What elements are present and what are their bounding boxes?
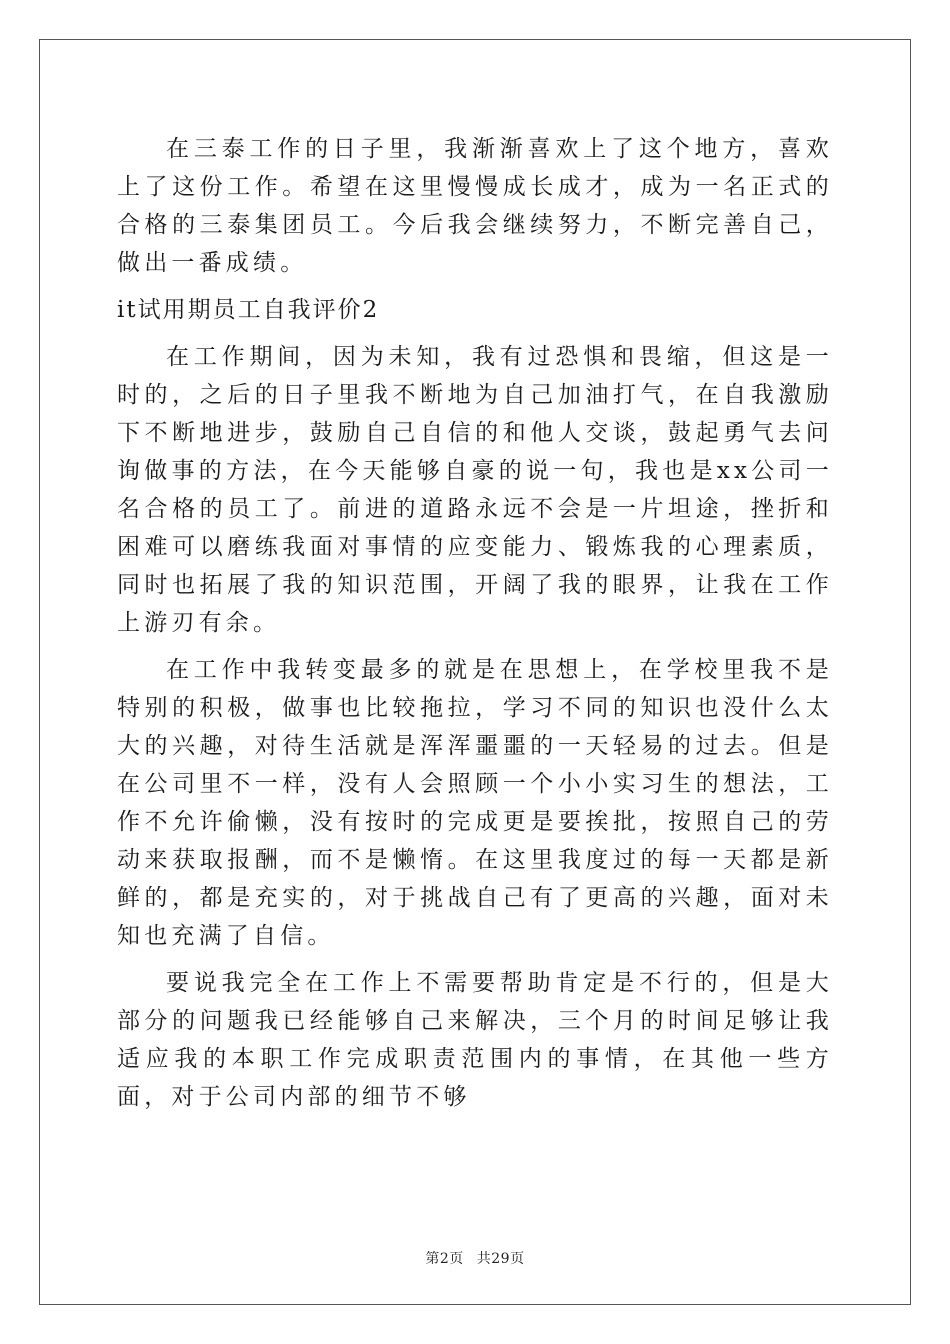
paragraph-3: 要说我完全在工作上不需要帮助肯定是不行的，但是大部分的问题我已经能够自己来解决，三个月的时间足够让我适应我的本职工作完成职责范围内的事情，在其他一些方面，对于公司内部的细节不够 — [117, 970, 833, 1110]
paragraph-intro: 在三泰工作的日子里，我渐渐喜欢上了这个地方，喜欢上了这份工作。希望在这里慢慢成长成才，成为一名正式的合格的三泰集团员工。今后我会继续努力，不断完善自己，做出一番成绩。 — [117, 136, 833, 276]
document-body — [117, 130, 833, 1125]
paragraph-2: 在工作中我转变最多的就是在思想上，在学校里我不是特别的积极，做事也比较拖拉，学习不同的知识也没什么太大的兴趣，对待生活就是浑浑噩噩的一天轻易的过去。但是在公司里不一样，没有人会照顾一个小小实习生的想法，工作不允许偷懒，没有按时的完成更是要挨批，按照自己的劳动来获取报酬，而不是懒惰。在这里我度过的每一天都是新鲜的，都是充实的，对于挑战自己有了更高的兴趣，面对未知也充满了自信。 — [117, 657, 833, 949]
total-pages: 共29页 — [476, 1251, 525, 1267]
section-heading: it试用期员工自我评价2 — [117, 297, 380, 323]
page-footer — [0, 1248, 950, 1268]
paragraph-1: 在工作期间，因为未知，我有过恐惧和畏缩，但这是一时的，之后的日子里我不断地为自己加油打气，在自我激励下不断地进步，鼓励自己自信的和他人交谈，鼓起勇气去问询做事的方法，在今天能够自豪的说一句，我也是xx公司一名合格的员工了。前进的道路永远不会是一片坦途，挫折和困难可以磨练我面对事情的应变能力、锻炼我的心理素质，同时也拓展了我的知识范围，开阔了我的眼界，让我在工作上游刃有余。 — [117, 344, 833, 636]
current-page-number: 第2页 — [425, 1251, 464, 1267]
